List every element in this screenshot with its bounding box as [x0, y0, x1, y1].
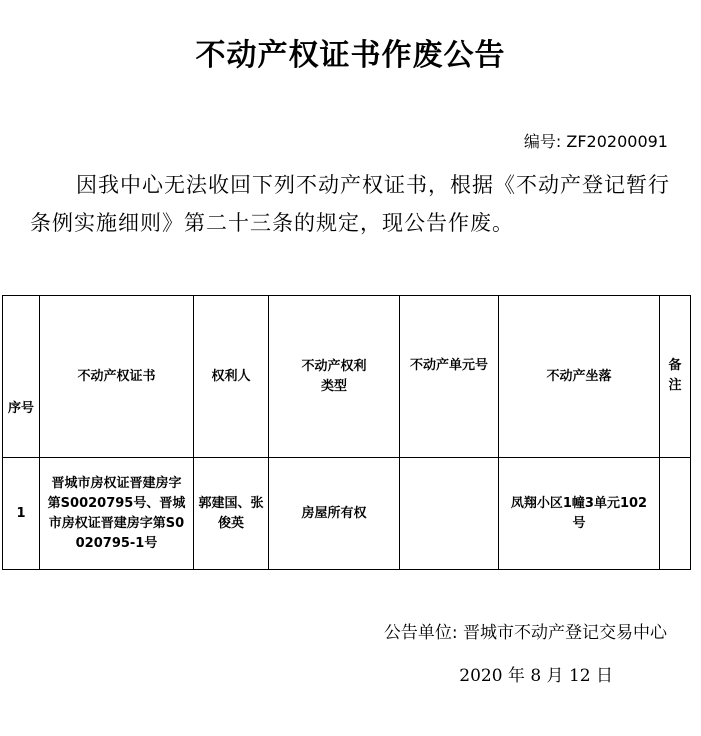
- header-remark: 备注: [660, 296, 691, 458]
- cell-unit-no: [400, 458, 499, 570]
- header-right-type: 不动产权利类型: [269, 296, 400, 458]
- notice-title: 不动产权证书作废公告: [195, 38, 506, 73]
- header-location: 不动产坐落: [499, 296, 660, 458]
- table-header-row: [3, 296, 691, 458]
- cell-location: 凤翔小区1幢3单元102号: [499, 458, 660, 570]
- issue-date: 2020 年 8 月 12 日: [459, 666, 613, 686]
- issuing-unit: 公告单位: 晋城市不动产登记交易中心: [383, 623, 667, 643]
- voided-certificate-table: [2, 295, 691, 570]
- intro-paragraph: 因我中心无法收回下列不动产权证书，根据《不动产登记暂行条例实施细则》第二十三条的规定，现公告作废。: [30, 173, 670, 235]
- header-owner: 权利人: [194, 296, 269, 458]
- document-number: 编号: ZF20200091: [523, 132, 668, 151]
- header-certificate: 不动产权证书: [40, 296, 194, 458]
- cell-right-type: 房屋所有权: [269, 458, 400, 570]
- cell-index: 1: [3, 458, 40, 570]
- header-unit-no: 不动产单元号: [400, 296, 499, 458]
- cell-owner: 郭建国、张俊英: [194, 458, 269, 570]
- table-row: [3, 458, 691, 570]
- cell-certificate: 晋城市房权证晋建房字第S0020795号、晋城市房权证晋建房字第S0020795-1号: [40, 458, 194, 570]
- header-index: 序号: [3, 296, 40, 458]
- cell-remark: [660, 458, 691, 570]
